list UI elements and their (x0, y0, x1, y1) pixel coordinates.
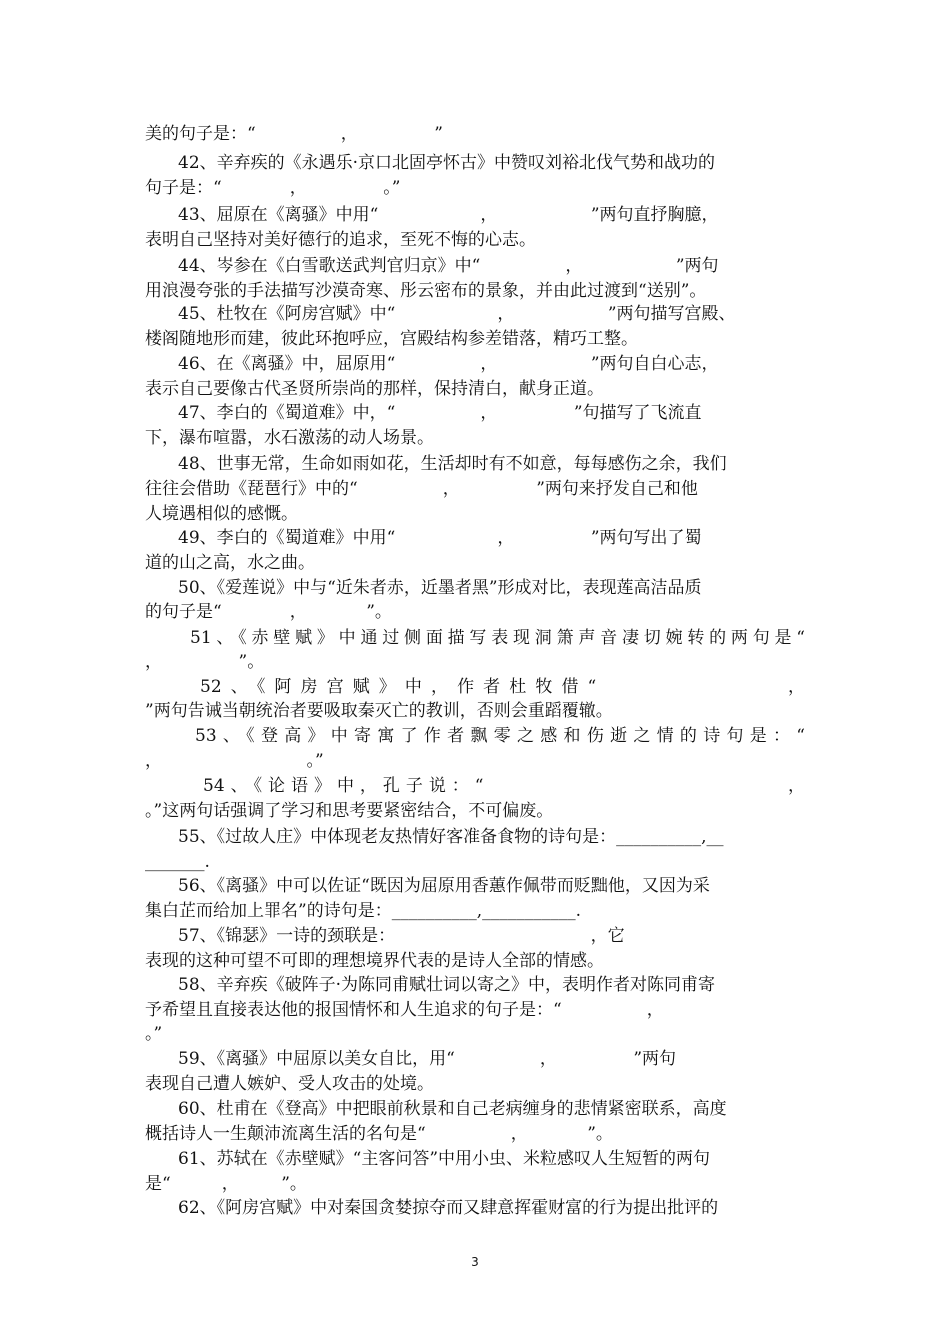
text-line: 58、辛弃疾《破阵子·为陈同甫赋壮词以寄之》中，表明作者对陈同甫寄 (178, 975, 716, 995)
text-line: 60、杜甫在《登高》中把眼前秋景和自己老病缠身的悲情紧密联系，高度 (178, 1099, 727, 1119)
text-line: 句子是：“ ， 。” (145, 178, 401, 198)
text-line: 。” (145, 1024, 163, 1044)
text-line: 道的山之高，水之曲。 (145, 553, 315, 573)
text-line: 楼阁随地形而建，彼此环抱呼应，宫殿结构参差错落，精巧工整。 (145, 329, 638, 349)
text-line: 55、《过故人庄》中体现老友热情好客准备食物的诗句是：__________,__ (178, 827, 724, 847)
text-line: 。”这两句话强调了学习和思考要紧密结合，不可偏废。 (145, 801, 554, 821)
text-line: 51、《赤壁赋》中通过侧面描写表现洞箫声音凄切婉转的两句是“ (190, 628, 805, 648)
text-line: 表现的这种可望不可即的理想境界代表的是诗人全部的情感。 (145, 951, 604, 971)
text-line: 43、屈原在《离骚》中用“ ， ”两句直抒胸臆， (178, 205, 719, 225)
text-line: 集白芷而给加上罪名”的诗句是：__________,___________. (145, 901, 581, 921)
text-line: 是“ ， ”。 (145, 1174, 307, 1194)
text-line: 表明自己坚持对美好德行的追求，至死不悔的心志。 (145, 230, 536, 250)
text-line: 44、岑参在《白雪歌送武判官归京》中“ ， ”两句 (178, 256, 719, 276)
text-line: 往往会借助《琵琶行》中的“ ， ”两句来抒发自己和他 (145, 479, 698, 499)
text-line: 59、《离骚》中屈原以美女自比，用“ ， ”两句 (178, 1049, 677, 1069)
text-line: ， 。” (145, 751, 324, 771)
text-line: _______. (145, 852, 210, 872)
text-line: 下，瀑布喧嚣，水石激荡的动人场景。 (145, 428, 434, 448)
text-line: 美的句子是：“ ， ” (145, 124, 443, 144)
text-line: 42、辛弃疾的《永遇乐·京口北固亭怀古》中赞叹刘裕北伐气势和战功的 (178, 153, 716, 173)
text-line: 的句子是“ ， ”。 (145, 602, 392, 622)
text-line: 表示自己要像古代圣贤所崇尚的那样，保持清白，献身正道。 (145, 379, 604, 399)
text-line: 49、李白的《蜀道难》中用“ ， ”两句写出了蜀 (178, 528, 702, 548)
text-line: 表现自己遭人嫉妒、受人攻击的处境。 (145, 1074, 434, 1094)
text-line: 46、在《离骚》中，屈原用“ ， ”两句自白心志， (178, 354, 719, 374)
text-line: 45、杜牧在《阿房宫赋》中“ ， ”两句描写宫殿、 (178, 304, 736, 324)
text-line: 56、《离骚》中可以佐证“既因为屈原用香蕙作佩带而贬黜他，又因为采 (178, 876, 710, 896)
text-line: 62、《阿房宫赋》中对秦国贪婪掠夺而又肆意挥霍财富的行为提出批评的 (178, 1198, 719, 1218)
text-line: ”两句告诫当朝统治者要吸取秦灭亡的教训，否则会重蹈覆辙。 (145, 701, 613, 721)
text-line: 48、世事无常，生命如雨如花，生活却时有不如意，每每感伤之余，我们 (178, 454, 727, 474)
page-number: 3 (471, 1255, 479, 1269)
text-line: 54、《论语》中，孔子说：“ ， (203, 776, 805, 796)
text-line: 52、《阿房宫赋》中，作者杜牧借“ ， (200, 677, 805, 697)
text-line: ， ”。 (145, 652, 265, 672)
text-line: 人境遇相似的感慨。 (145, 504, 298, 524)
text-line: 50、《爱莲说》中与“近朱者赤，近墨者黑”形成对比，表现莲高洁品质 (178, 578, 702, 598)
text-line: 概括诗人一生颠沛流离生活的名句是“ ， ”。 (145, 1124, 613, 1144)
text-line: 53、《登高》中寄寓了作者飘零之感和伤逝之情的诗句是：“ (195, 726, 805, 746)
text-line: 61、苏轼在《赤壁赋》“主客问答”中用小虫、米粒感叹人生短暂的两句 (178, 1149, 711, 1169)
text-line: 47、李白的《蜀道难》中，“ ， ”句描写了飞流直 (178, 403, 702, 423)
text-line: 予希望且直接表达他的报国情怀和人生追求的句子是：“ ， (145, 1000, 664, 1020)
text-line: 57、《锦瑟》一诗的颈联是： ，它 (178, 926, 625, 946)
text-line: 用浪漫夸张的手法描写沙漠奇寒、彤云密布的景象，并由此过渡到“送别”。 (145, 281, 707, 301)
